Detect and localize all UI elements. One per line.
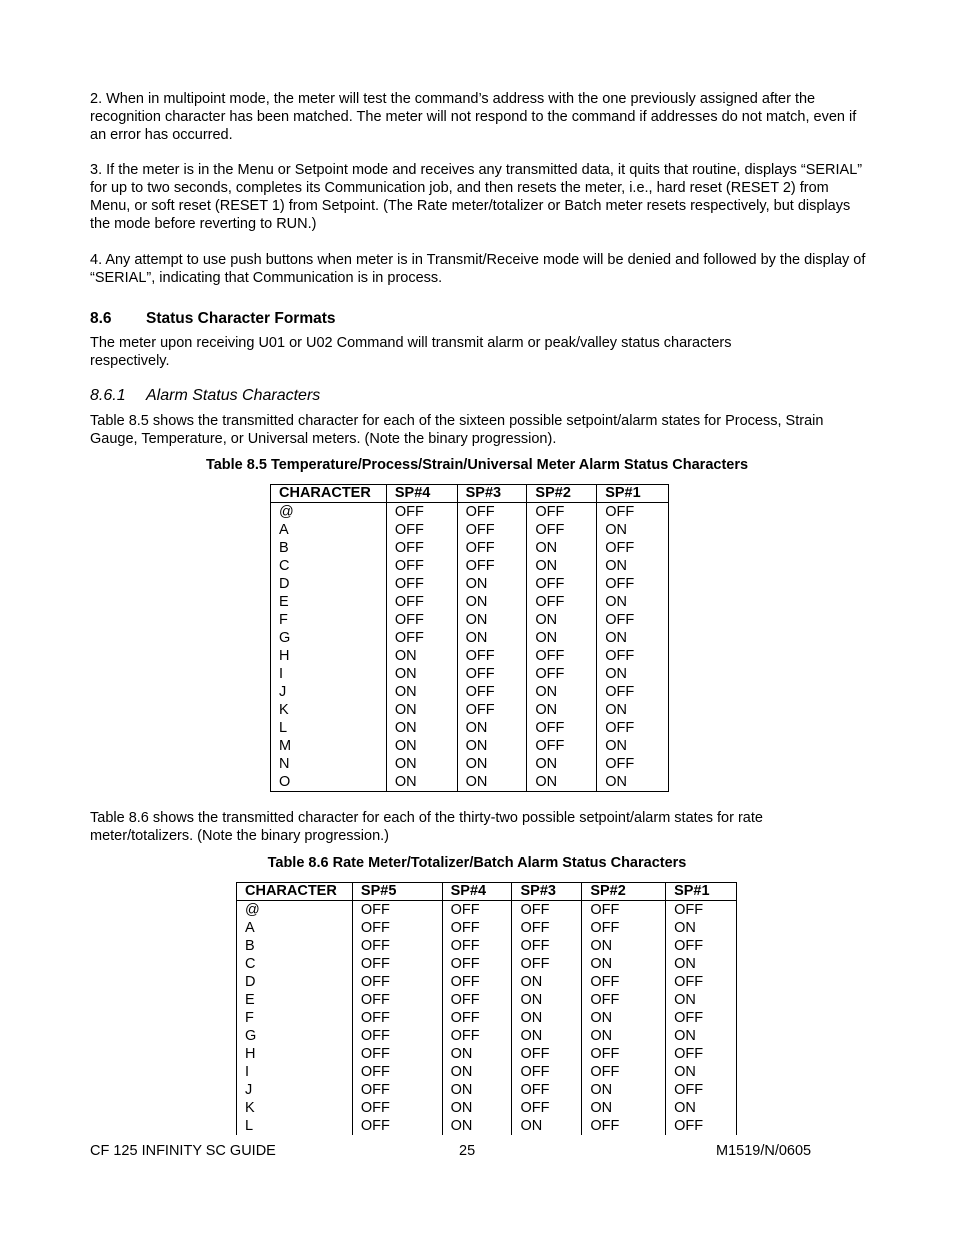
status-character-cell: C [271,557,387,575]
setpoint-state-cell: ON [457,611,527,629]
column-header: SP#4 [442,883,512,901]
status-character-cell: B [271,539,387,557]
status-character-cell: K [237,1099,353,1117]
footer-title: CF 125 INFINITY SC GUIDE [90,1143,276,1159]
table-row [271,683,669,701]
status-character-cell: L [237,1117,353,1135]
table-row [237,1099,737,1117]
table-row [237,1027,737,1045]
table-row [271,593,669,611]
setpoint-state-cell: OFF [666,973,737,991]
table-row [237,937,737,955]
setpoint-state-cell: OFF [582,1063,666,1081]
setpoint-state-cell: ON [512,1117,582,1135]
table-row [237,919,737,937]
setpoint-state-cell: OFF [527,503,597,522]
setpoint-state-cell: OFF [512,919,582,937]
setpoint-state-cell: OFF [352,937,442,955]
table-row [237,955,737,973]
setpoint-state-cell: ON [386,683,457,701]
column-header: SP#4 [386,485,457,503]
setpoint-state-cell: OFF [512,901,582,920]
status-character-cell: M [271,737,387,755]
setpoint-state-cell: OFF [457,539,527,557]
setpoint-state-cell: OFF [597,575,669,593]
setpoint-state-cell: ON [597,737,669,755]
status-character-cell: J [271,683,387,701]
section-intro: The meter upon receiving U01 or U02 Command will transmit alarm or peak/valley status characters respectively. [90,335,732,369]
setpoint-state-cell: OFF [457,647,527,665]
status-character-cell: G [237,1027,353,1045]
table-8-6-caption: Table 8.6 Rate Meter/Totalizer/Batch Alarm Status Characters [267,855,687,871]
setpoint-state-cell: OFF [666,1117,737,1135]
table-8-5 [270,484,669,792]
setpoint-state-cell: OFF [512,1063,582,1081]
setpoint-state-cell: ON [442,1045,512,1063]
setpoint-state-cell: ON [527,701,597,719]
setpoint-state-cell: OFF [352,1045,442,1063]
subsection-number: 8.6.1 [90,387,126,404]
paragraph-2: 2. When in multipoint mode, the meter will test the command’s address with the one previously assigned after the recognition character has been matched. The meter will not respond to the command if addresses do not match, even if an error has occurred. [90,91,857,143]
status-character-cell: L [271,719,387,737]
setpoint-state-cell: ON [512,991,582,1009]
setpoint-state-cell: OFF [512,955,582,973]
setpoint-state-cell: OFF [386,629,457,647]
status-character-cell: D [271,575,387,593]
section-title: Status Character Formats [146,310,336,327]
status-character-cell: H [237,1045,353,1063]
table-row [237,991,737,1009]
setpoint-state-cell: ON [386,737,457,755]
setpoint-state-cell: OFF [527,665,597,683]
column-header: SP#5 [352,883,442,901]
setpoint-state-cell: OFF [386,575,457,593]
setpoint-state-cell: OFF [442,955,512,973]
setpoint-state-cell: OFF [386,521,457,539]
setpoint-state-cell: OFF [352,973,442,991]
setpoint-state-cell: OFF [597,647,669,665]
setpoint-state-cell: OFF [352,1099,442,1117]
table-row [237,1081,737,1099]
column-header: CHARACTER [237,883,353,901]
column-header: SP#1 [597,485,669,503]
setpoint-state-cell: OFF [352,1117,442,1135]
status-character-cell: D [237,973,353,991]
setpoint-state-cell: OFF [666,937,737,955]
setpoint-state-cell: ON [597,593,669,611]
table-row [237,1045,737,1063]
status-character-cell: E [237,991,353,1009]
setpoint-state-cell: OFF [527,521,597,539]
status-character-cell: I [237,1063,353,1081]
table-row [271,521,669,539]
status-character-cell: G [271,629,387,647]
table-header-row [237,883,737,901]
table-row [271,773,669,792]
table-row [271,629,669,647]
setpoint-state-cell: OFF [442,1027,512,1045]
table-row [237,1063,737,1081]
status-character-cell: E [271,593,387,611]
setpoint-state-cell: OFF [666,1081,737,1099]
status-character-cell: A [271,521,387,539]
table-row [271,611,669,629]
setpoint-state-cell: OFF [457,557,527,575]
setpoint-state-cell: OFF [442,973,512,991]
table-row [271,575,669,593]
setpoint-state-cell: ON [442,1117,512,1135]
table-header-row [271,485,669,503]
setpoint-state-cell: OFF [352,1063,442,1081]
setpoint-state-cell: OFF [527,719,597,737]
setpoint-state-cell: OFF [527,737,597,755]
setpoint-state-cell: ON [527,557,597,575]
setpoint-state-cell: OFF [582,1045,666,1063]
setpoint-state-cell: OFF [352,1027,442,1045]
setpoint-state-cell: OFF [386,503,457,522]
setpoint-state-cell: ON [666,1063,737,1081]
status-character-cell: I [271,665,387,683]
table-row [271,557,669,575]
setpoint-state-cell: ON [582,1009,666,1027]
subsection-intro: Table 8.5 shows the transmitted character for each of the sixteen possible setpoint/alarm states for Process, Strain Gauge, Temperature, or Universal meters. (Note the binary progression). [90,413,824,447]
column-header: SP#2 [527,485,597,503]
setpoint-state-cell: OFF [457,503,527,522]
setpoint-state-cell: OFF [597,611,669,629]
setpoint-state-cell: ON [512,973,582,991]
table-row [271,719,669,737]
setpoint-state-cell: OFF [457,683,527,701]
table-row [237,1117,737,1135]
setpoint-state-cell: OFF [512,937,582,955]
setpoint-state-cell: ON [597,665,669,683]
setpoint-state-cell: OFF [352,991,442,1009]
table-row [271,539,669,557]
document-code: M1519/N/0605 [716,1143,812,1159]
setpoint-state-cell: ON [597,773,669,792]
setpoint-state-cell: OFF [527,593,597,611]
setpoint-state-cell: OFF [666,1045,737,1063]
setpoint-state-cell: OFF [582,901,666,920]
setpoint-state-cell: ON [386,647,457,665]
setpoint-state-cell: ON [666,1099,737,1117]
setpoint-state-cell: ON [582,1027,666,1045]
setpoint-state-cell: ON [457,719,527,737]
setpoint-state-cell: ON [597,521,669,539]
status-character-cell: O [271,773,387,792]
table-8-6 [236,882,737,1135]
setpoint-state-cell: OFF [442,901,512,920]
setpoint-state-cell: ON [597,629,669,647]
setpoint-state-cell: OFF [386,539,457,557]
setpoint-state-cell: OFF [386,557,457,575]
table-row [271,503,669,522]
status-character-cell: A [237,919,353,937]
setpoint-state-cell: ON [512,1027,582,1045]
setpoint-state-cell: ON [527,683,597,701]
status-character-cell: C [237,955,353,973]
setpoint-state-cell: ON [457,593,527,611]
setpoint-state-cell: OFF [442,991,512,1009]
setpoint-state-cell: OFF [582,1117,666,1135]
table-row [237,1009,737,1027]
setpoint-state-cell: ON [386,773,457,792]
setpoint-state-cell: ON [597,557,669,575]
column-header: SP#1 [666,883,737,901]
setpoint-state-cell: OFF [457,665,527,683]
table-8-5-caption: Table 8.5 Temperature/Process/Strain/Universal Meter Alarm Status Characters [205,457,749,473]
setpoint-state-cell: OFF [442,937,512,955]
page-number: 25 [459,1143,476,1159]
setpoint-state-cell: OFF [666,1009,737,1027]
setpoint-state-cell: OFF [386,593,457,611]
setpoint-state-cell: OFF [582,973,666,991]
setpoint-state-cell: ON [527,629,597,647]
setpoint-state-cell: OFF [352,955,442,973]
setpoint-state-cell: OFF [512,1081,582,1099]
status-character-cell: F [237,1009,353,1027]
table-row [271,701,669,719]
table-row [237,901,737,920]
setpoint-state-cell: OFF [527,647,597,665]
setpoint-state-cell: ON [666,991,737,1009]
status-character-cell: H [271,647,387,665]
setpoint-state-cell: ON [527,539,597,557]
section-number: 8.6 [90,310,112,327]
setpoint-state-cell: OFF [597,683,669,701]
status-character-cell: N [271,755,387,773]
status-character-cell: K [271,701,387,719]
setpoint-state-cell: OFF [597,539,669,557]
setpoint-state-cell: ON [527,755,597,773]
setpoint-state-cell: OFF [666,901,737,920]
setpoint-state-cell: ON [457,629,527,647]
setpoint-state-cell: ON [666,955,737,973]
status-character-cell: B [237,937,353,955]
setpoint-state-cell: ON [386,719,457,737]
setpoint-state-cell: ON [582,955,666,973]
column-header: SP#3 [457,485,527,503]
setpoint-state-cell: ON [666,919,737,937]
setpoint-state-cell: ON [597,701,669,719]
setpoint-state-cell: ON [457,755,527,773]
column-header: SP#2 [582,883,666,901]
setpoint-state-cell: ON [457,773,527,792]
table-8-6-intro: Table 8.6 shows the transmitted character for each of the thirty-two possible setpoint/alarm states for rate meter/totalizers. (Note the binary progression.) [90,810,763,844]
setpoint-state-cell: ON [442,1081,512,1099]
setpoint-state-cell: ON [442,1099,512,1117]
setpoint-state-cell: ON [527,773,597,792]
setpoint-state-cell: ON [457,737,527,755]
setpoint-state-cell: ON [527,611,597,629]
setpoint-state-cell: OFF [442,919,512,937]
setpoint-state-cell: ON [386,755,457,773]
setpoint-state-cell: OFF [582,919,666,937]
setpoint-state-cell: ON [512,1009,582,1027]
setpoint-state-cell: OFF [352,1009,442,1027]
setpoint-state-cell: OFF [352,901,442,920]
setpoint-state-cell: OFF [352,919,442,937]
status-character-cell: @ [271,503,387,522]
table-row [271,665,669,683]
setpoint-state-cell: OFF [597,755,669,773]
status-character-cell: @ [237,901,353,920]
status-character-cell: J [237,1081,353,1099]
setpoint-state-cell: ON [582,937,666,955]
setpoint-state-cell: OFF [457,701,527,719]
table-row [237,973,737,991]
setpoint-state-cell: ON [582,1081,666,1099]
table-row [271,755,669,773]
setpoint-state-cell: OFF [512,1099,582,1117]
setpoint-state-cell: OFF [597,503,669,522]
setpoint-state-cell: OFF [352,1081,442,1099]
table-row [271,737,669,755]
paragraph-3: 3. If the meter is in the Menu or Setpoint mode and receives any transmitted data, it quits that routine, displays “SERIAL” for up to two seconds, completes its Communication job, and then resets the meter, i.e., hard reset (RESET 2) from Menu, or soft reset (RESET 1) from Setpoint. (The Rate meter/totalizer or Batch meter resets respectively, but displays the mode before reverting to RUN.) [90,162,863,232]
column-header: CHARACTER [271,485,387,503]
status-character-cell: F [271,611,387,629]
setpoint-state-cell: ON [582,1099,666,1117]
setpoint-state-cell: OFF [527,575,597,593]
table-row [271,647,669,665]
subsection-title: Alarm Status Characters [146,387,321,404]
paragraph-4: 4. Any attempt to use push buttons when meter is in Transmit/Receive mode will be denied and followed by the display of “SERIAL”, indicating that Communication is in process. [90,252,866,286]
setpoint-state-cell: ON [386,665,457,683]
setpoint-state-cell: OFF [597,719,669,737]
setpoint-state-cell: OFF [442,1009,512,1027]
setpoint-state-cell: OFF [512,1045,582,1063]
setpoint-state-cell: OFF [582,991,666,1009]
setpoint-state-cell: ON [666,1027,737,1045]
column-header: SP#3 [512,883,582,901]
setpoint-state-cell: OFF [457,521,527,539]
setpoint-state-cell: ON [457,575,527,593]
setpoint-state-cell: ON [386,701,457,719]
setpoint-state-cell: OFF [386,611,457,629]
setpoint-state-cell: ON [442,1063,512,1081]
